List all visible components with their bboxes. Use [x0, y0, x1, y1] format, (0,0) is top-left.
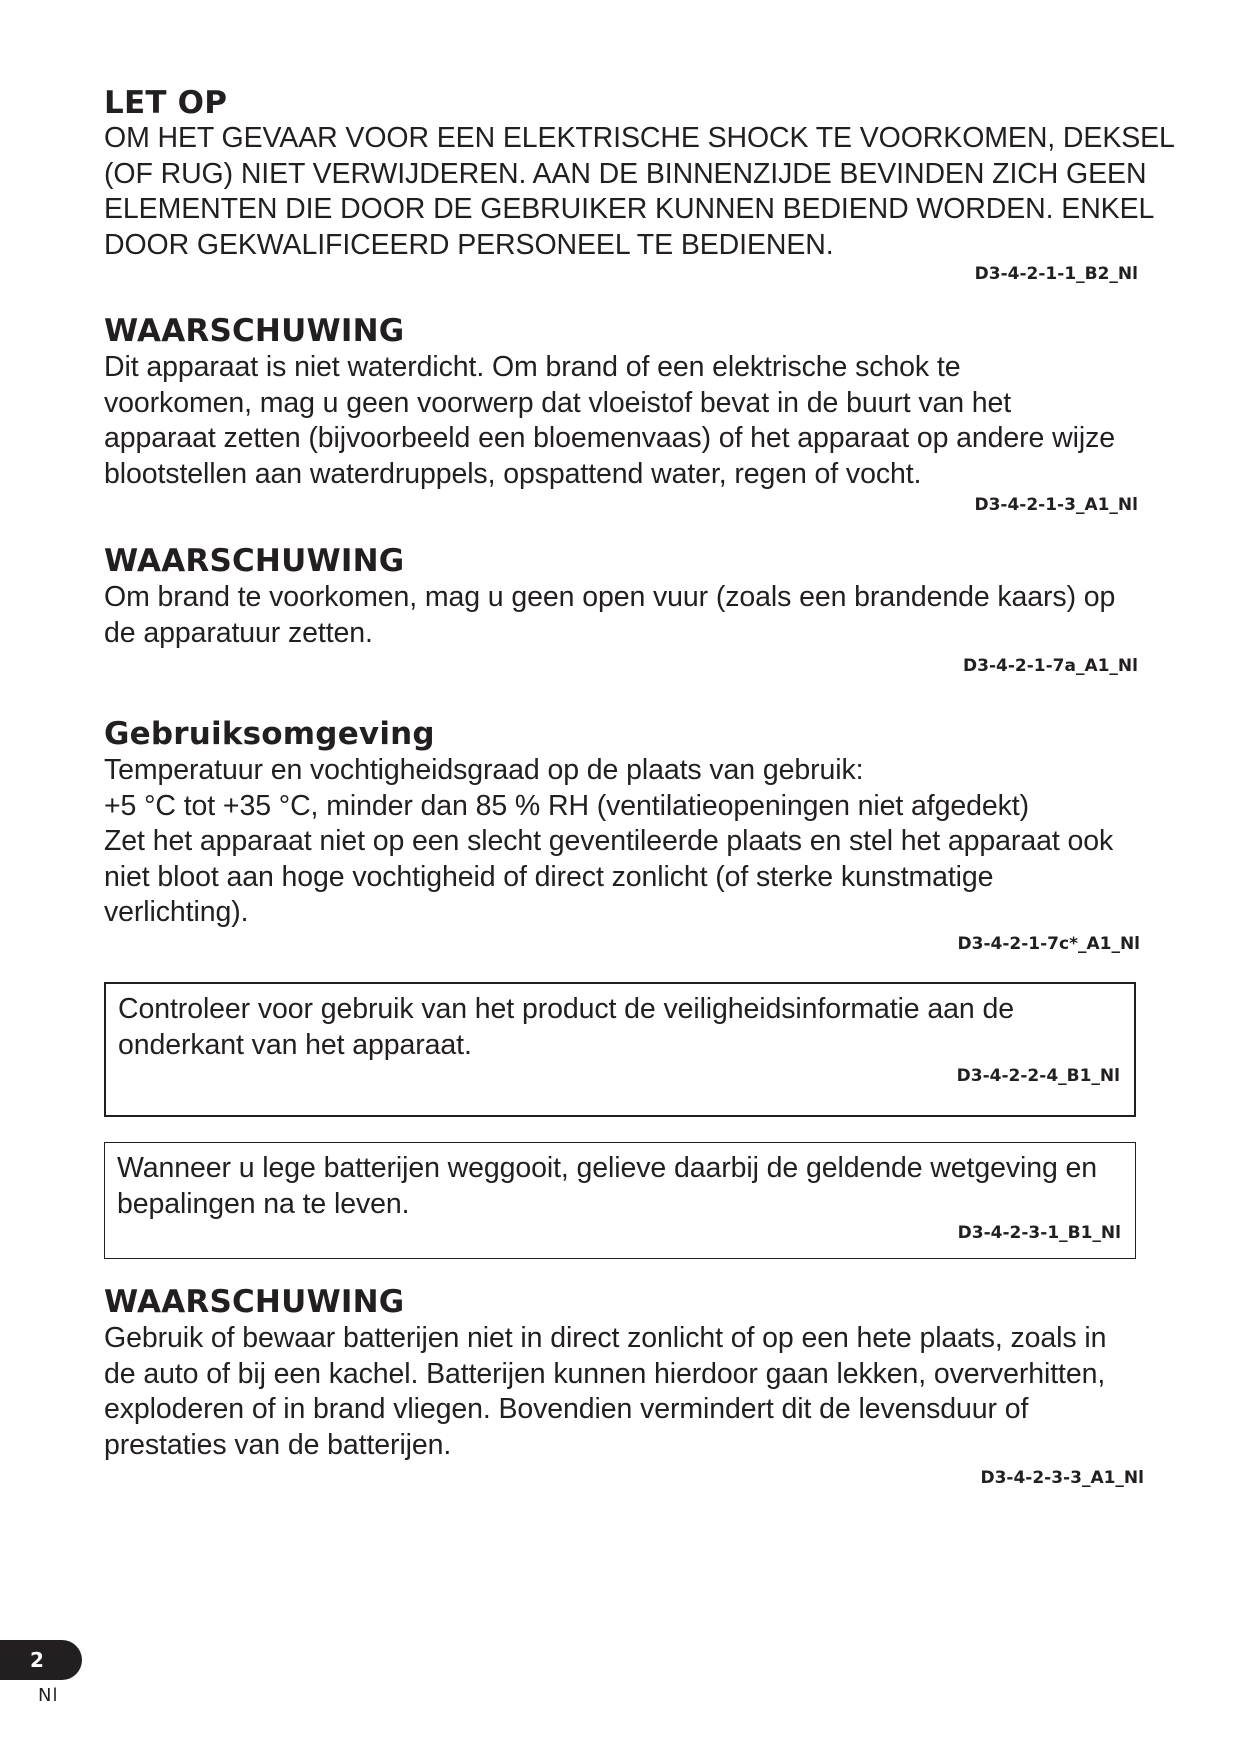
document-code: D3-4-2-1-1_B2_Nl [974, 264, 1138, 284]
section-body [104, 1321, 1144, 1463]
document-code: D3-4-2-2-4_B1_Nl [956, 1066, 1120, 1086]
document-code: D3-4-2-3-1_B1_Nl [957, 1223, 1121, 1243]
body-line: +5 °C tot +35 °C, minder dan 85 % RH (ventilatieopeningen niet afgedekt) [104, 789, 1029, 822]
section-let-op [104, 84, 1175, 285]
section-heading: LET OP [104, 85, 228, 121]
body-line: exploderen of in brand vliegen. Bovendien vermindert dit de levensduur of [104, 1393, 1029, 1425]
body-line: Controleer voor gebruik van het product de veiligheidsinformatie aan de [118, 993, 1014, 1025]
body-line: Wanneer u lege batterijen weggooit, gelieve daarbij de geldende wetgeving en [117, 1152, 1098, 1184]
body-line: Om brand te voorkomen, mag u geen open vuur (zoals een brandende kaars) op [104, 581, 1116, 613]
section-body [104, 753, 1144, 931]
body-line: blootstellen aan waterdruppels, opspattend water, regen of vocht. [104, 457, 922, 490]
section-waarschuwing-batteries [104, 1283, 1144, 1489]
body-line: DOOR GEKWALIFICEERD PERSONEEL TE BEDIENEN. [104, 228, 834, 261]
box-body [118, 992, 1120, 1063]
section-body [104, 350, 1144, 492]
document-code: D3-4-2-1-7c*_A1_Nl [957, 933, 1140, 954]
section-body [104, 580, 1144, 651]
document-code: D3-4-2-1-7a_A1_Nl [963, 656, 1138, 676]
page-number-badge: 2 [0, 1640, 82, 1680]
section-gebruiksomgeving [104, 715, 1144, 955]
body-line: de auto of bij een kachel. Batterijen kunnen hierdoor gaan lekken, oververhitten, [104, 1357, 1106, 1390]
notice-box-batteries [104, 1142, 1136, 1259]
section-heading: Gebruiksomgeving [104, 716, 435, 752]
body-line: ELEMENTEN DIE DOOR DE GEBRUIKER KUNNEN BEDIEND WORDEN. ENKEL [104, 193, 1155, 225]
section-heading: WAARSCHUWING [104, 313, 405, 349]
document-code: D3-4-2-3-3_A1_Nl [980, 1468, 1144, 1488]
notice-box-safety-info [104, 982, 1136, 1117]
body-line: OM HET GEVAAR VOOR EEN ELEKTRISCHE SHOCK TE VOORKOMEN, DEKSEL [104, 122, 1175, 154]
section-heading: WAARSCHUWING [104, 543, 405, 579]
body-line: Temperatuur en vochtigheidsgraad op de plaats van gebruik: [104, 754, 864, 786]
body-line: voorkomen, mag u geen voorwerp dat vloeistof bevat in de buurt van het [104, 386, 1012, 419]
section-waarschuwing-water [104, 312, 1144, 516]
section-body [104, 121, 1175, 263]
body-line: niet bloot aan hoge vochtigheid of direct zonlicht (of sterke kunstmatige [104, 860, 994, 893]
body-line: onderkant van het apparaat. [118, 1028, 472, 1061]
document-code: D3-4-2-1-3_A1_Nl [974, 495, 1138, 515]
box-body [117, 1151, 1121, 1222]
body-line: de apparatuur zetten. [104, 616, 373, 649]
body-line: verlichting). [104, 896, 249, 928]
body-line: bepalingen na te leven. [117, 1187, 410, 1220]
body-line: Gebruik of bewaar batterijen niet in direct zonlicht of op een hete plaats, zoals in [104, 1322, 1107, 1354]
body-line: Dit apparaat is niet waterdicht. Om brand of een elektrische schok te [104, 351, 961, 383]
body-line: apparaat zetten (bijvoorbeeld een bloemenvaas) of het apparaat op andere wijze [104, 422, 1115, 454]
section-waarschuwing-fire [104, 542, 1144, 677]
section-heading: WAARSCHUWING [104, 1284, 405, 1320]
body-line: (OF RUG) NIET VERWIJDEREN. AAN DE BINNENZIJDE BEVINDEN ZICH GEEN [104, 157, 1147, 190]
body-line: Zet het apparaat niet op een slecht geventileerde plaats en stel het apparaat ook [104, 825, 1114, 857]
body-line: prestaties van de batterijen. [104, 1428, 452, 1461]
language-label: Nl [38, 1685, 59, 1706]
